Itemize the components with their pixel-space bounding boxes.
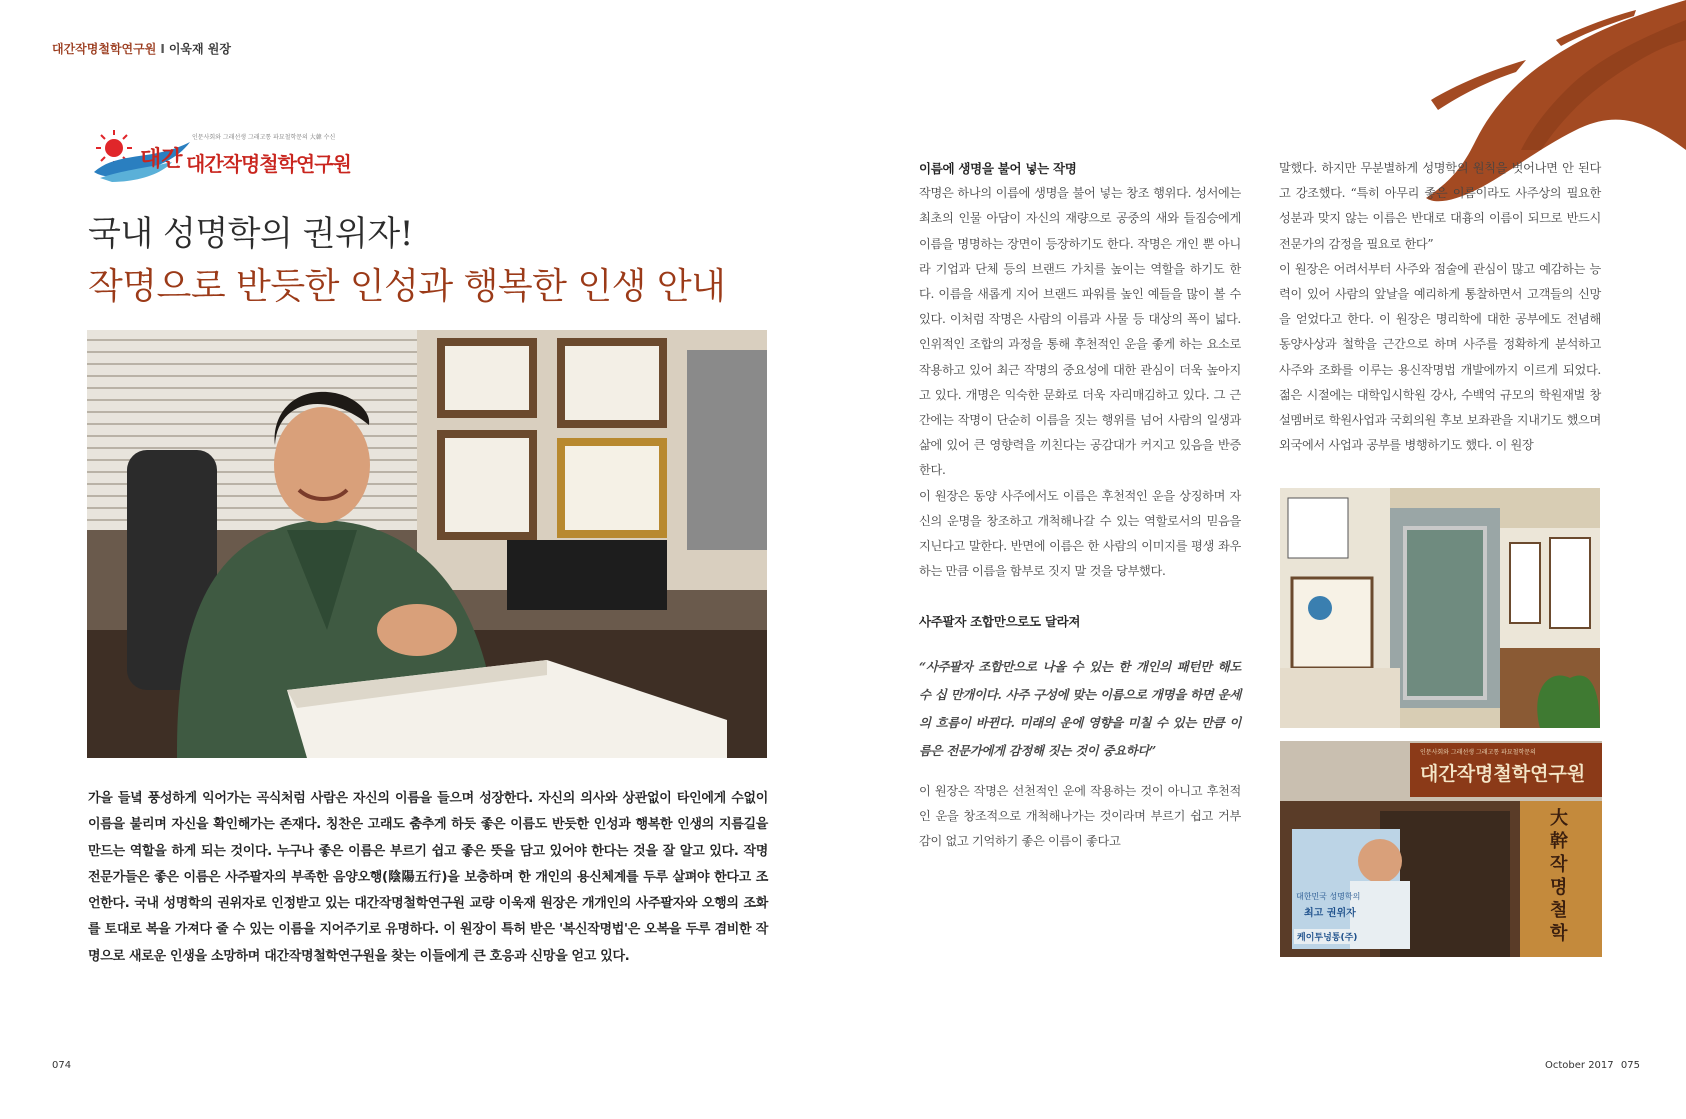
running-header [52,40,231,57]
page-footer-right [1545,1060,1640,1071]
office-entrance-photo [1280,741,1602,957]
header-separator: I [160,42,165,56]
page-number-right: 075 [1620,1060,1640,1071]
logo-name: 대간작명철학연구원 [186,152,351,176]
sun-wave-logo-icon [92,126,192,182]
body-paragraph: 작명은 하나의 이름에 생명을 불어 넣는 창조 행위다. 성서에는 최초의 인물 아담이 자신의 재량으로 공중의 새와 들짐승에게 이름을 명명하는 장면이 등장하기도 한다. 작명은 개인 뿐 아니라 기업과 단체 등의 브랜드 가치를 높이는 역할을 하기도 한다. 이름을 새롭게 지어 브랜드 파워를 높인 예들을 많이 볼 수 있다. 이처럼 작명은 사람의 이름과 사물 등 대상의 폭이 넓다. 인위적인 조합의 과정을 통해 후천적인 운을 좋게 하는 요소로 작용하고 있어 최근 작명의 중요성에 대한 관심이 더욱 높아지고 있다. 개명은 익숙한 문화로 더욱 자리매김하고 있다. 그 근간에는 작명이 단순히 이름을 짓는 행위를 넘어 사람의 일생과 삶에 있어 큰 영향력을 끼친다는 공감대가 커지고 있음을 반증한다. [919,186,1241,478]
intro-paragraph: 가을 들녘 풍성하게 익어가는 곡식처럼 사람은 자신의 이름을 들으며 성장한다. 자신의 의사와 상관없이 타인에게 수없이 이름을 불리며 자신을 확인해가는 존재다. 칭찬은 고래도 춤추게 하듯 좋은 이름도 반듯한 인성과 행복한 인생의 지름길을 만드는 역할을 하게 되는 것이다. 누구나 좋은 이름은 부르기 쉽고 좋은 뜻을 담고 있어야 한다는 것을 잘 알고 있다. 작명 전문가들은 좋은 이름은 사주팔자의 부족한 음양오행(陰陽五行)을 보충하며 한 개인의 용신체계를 두루 살펴야 한다고 조언한다. 국내 성명학의 권위자로 인정받고 있는 대간작명철학연구원 교량 이욱재 원장은 개개인의 사주팔자와 오행의 조화를 토대로 복을 가져다 줄 수 있는 이름을 지어주기로 유명하다. 이 원장이 특허 받은 '복신작명법'은 오복을 두루 겸비한 작명으로 새로운 인생을 소망하며 대간작명철학연구원을 찾는 이들에게 큰 호응과 신망을 얻고 있다. [88,791,768,964]
svg-text:대간: 대간 [140,146,183,172]
logo-tagline: 인문사회와 그래선생 그래고통 파묘철학문의 大韓 수신 [192,134,336,141]
body-paragraph: 이 원장은 어려서부터 사주와 점술에 관심이 많고 예감하는 능력이 있어 사람의 앞날을 예리하게 통찰하면서 고객들의 신망을 얻었다고 한다. 이 원장은 명리학에 대한 공부에도 전념해 동양사상과 철학을 근간으로 하며 사주를 정확하게 분석하고 사주와 조화를 이루는 용신작명법 개발에까지 이르게 되었다. 젊은 시절에는 대학입시학원 강사, 수백억 규모의 학원재벌 창설멤버로 학원사업과 국회의원 후보 보좌관을 지내기도 했으며 외국에서 사업과 공부를 병행하기도 했다. 이 원장 [1279,261,1601,453]
sign-top-text: 인문사회와 그래선생 그래고통 파묘철학문의 [1420,749,1536,756]
institute-logo [92,126,351,182]
headline-line-2: 작명으로 반듯한 인성과 행복한 인생 안내 [88,266,726,307]
pull-quote: “사주팔자 조합만으로 나올 수 있는 한 개인의 패턴만 해도 수 십 만개이다. 사주 구성에 맞는 이름으로 개명을 하면 운세의 흐름이 바뀐다. 미래의 운에 영향을 미칠 수 있는 만큼 이름은 전문가에게 감정해 짓는 것이 중요하다” [919,658,1241,758]
director-portrait-photo [87,330,767,758]
sign-vertical-text: 大幹작명철학 [1550,808,1568,944]
section-heading-1: 이름에 생명을 불어 넣는 작명 [919,161,1077,176]
page-number-left: 074 [52,1060,72,1071]
sign-institute-name: 대간작명철학연구원 [1420,763,1586,785]
body-paragraph: 이 원장은 동양 사주에서도 이름은 후천적인 운을 상징하며 자신의 운명을 창조하고 개척해나갈 수 있는 역할로서의 믿음을 지닌다고 말한다. 반면에 이름은 한 사람의 이미지를 평생 좌우하는 만큼 이름을 함부로 짓지 말 것을 당부했다. [919,488,1241,579]
section-heading-2: 사주팔자 조합만으로도 달라져 [919,614,1081,630]
issue-date: October 2017 [1545,1060,1614,1071]
spacer [919,584,1241,609]
article-column-1 [919,156,1241,854]
office-hallway-photo [1280,488,1600,728]
header-person: 이욱재 원장 [168,42,231,56]
headline-line-1: 국내 성명학의 권위자! [88,214,413,254]
body-paragraph: 말했다. 하지만 무분별하게 성명학의 원칙을 벗어나면 안 된다고 강조했다. “특히 아무리 좋은 이름이라도 사주상의 필요한 성분과 맞지 않는 이름은 반대로 대흉의 이름이 되므로 반드시 전문가의 감정을 필요로 한다” [1279,161,1601,251]
poster-line-2: 최고 권위자 [1304,908,1356,919]
article-column-2 [1279,156,1601,458]
spacer [919,765,1241,779]
header-brand: 대간작명철학연구원 [52,42,157,56]
body-paragraph: 이 원장은 작명은 선천적인 운에 작용하는 것이 아니고 후천적인 운을 창조적으로 개척해나가는 것이라며 부르기 쉽고 거부감이 없고 기억하기 좋은 이름이 좋다고 [919,783,1241,849]
poster-line-1: 대한민국 성명학의 [1296,892,1361,901]
poster-company: 케이투넝통(주) [1294,929,1360,944]
